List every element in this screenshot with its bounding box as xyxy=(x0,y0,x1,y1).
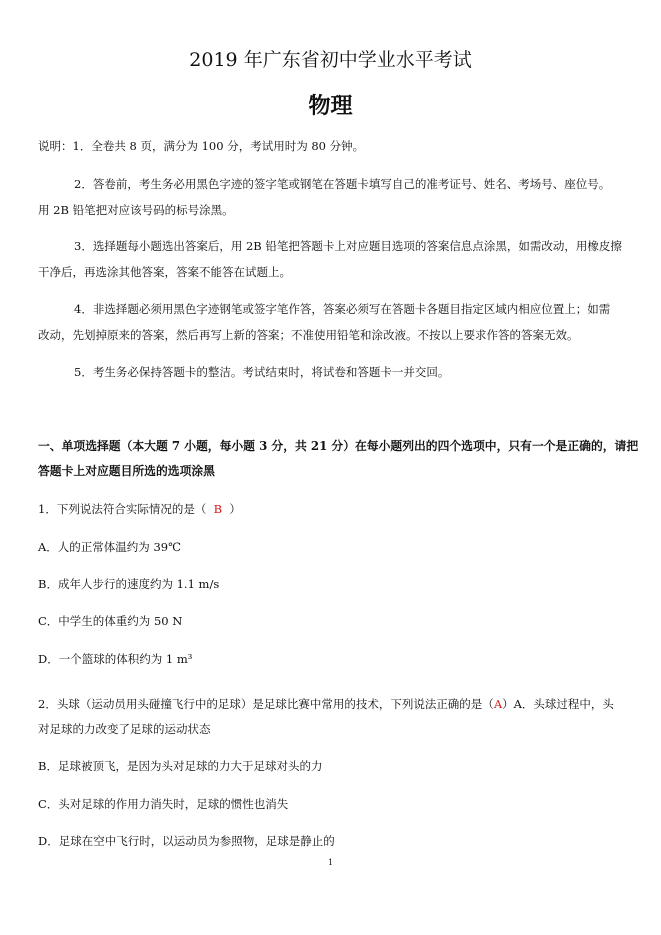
instruction-2-line-1: 2．答卷前，考生务必用黑色字迹的签字笔或钢笔在答题卡填写自己的准考证号、姓名、考场号、座位号。 xyxy=(74,177,611,191)
question-2-stem-rest: ）A．头球过程中，头 xyxy=(502,697,614,711)
instruction-2-line-2: 用 2B 铅笔把对应该号码的标号涂黑。 xyxy=(38,203,234,217)
question-2-stem-line-2: 对足球的力改变了足球的运动状态 xyxy=(38,722,211,736)
instruction-4-line-1: 4．非选择题必须用黑色字迹钢笔或签字笔作答，答案必须写在答题卡各题目指定区域内相应位置上；如需 xyxy=(74,302,611,316)
question-1-option-b: B．成年人步行的速度约为 1.1 m/s xyxy=(38,577,220,591)
question-1-stem-close: ） xyxy=(229,502,241,516)
instruction-1: 说明：1．全卷共 8 页，满分为 100 分，考试用时为 80 分钟。 xyxy=(38,139,365,153)
section-1-heading-line-1: 一、单项选择题（本大题 7 小题，每小题 3 分，共 21 分）在每小题列出的四个选项中，只有一个是正确的，请把 xyxy=(38,439,639,453)
section-1-heading-line-2: 答题卡上对应题目所选的选项涂黑 xyxy=(38,464,215,478)
question-2-stem-line-1 xyxy=(38,697,614,711)
question-2-option-b: B．足球被顶飞，是因为头对足球的力大于足球对头的力 xyxy=(38,759,323,773)
question-2-stem-text: 2．头球（运动员用头碰撞飞行中的足球）是足球比赛中常用的技术，下列说法正确的是（ xyxy=(38,697,494,711)
exam-subject: 物理 xyxy=(308,93,353,119)
question-2-option-c: C．头对足球的作用力消失时，足球的惯性也消失 xyxy=(38,797,289,811)
question-2-answer: A xyxy=(493,697,503,711)
instruction-3-line-1: 3．选择题每小题选出答案后，用 2B 铅笔把答题卡上对应题目选项的答案信息点涂黑，如需改动，用橡皮擦 xyxy=(74,239,622,253)
instruction-3-line-2: 干净后，再选涂其他答案，答案不能答在试题上。 xyxy=(38,265,291,279)
instruction-4-line-2: 改动，先划掉原来的答案，然后再写上新的答案；不准使用铅笔和涂改液。不按以上要求作答的答案无效。 xyxy=(38,328,579,342)
question-1-option-d: D．一个篮球的体积约为 1 m³ xyxy=(38,652,193,666)
question-1-stem-text: 1．下列说法符合实际情况的是（ xyxy=(38,502,207,516)
page-number: 1 xyxy=(327,858,334,867)
question-1-option-a: A．人的正常体温约为 39℃ xyxy=(38,540,181,554)
question-2-option-d: D．足球在空中飞行时，以运动员为参照物，足球是静止的 xyxy=(38,834,335,848)
exam-title: 2019 年广东省初中学业水平考试 xyxy=(189,49,472,71)
question-1-option-c: C．中学生的体重约为 50 N xyxy=(38,614,183,628)
question-1-stem xyxy=(38,502,241,516)
instruction-5: 5．考生务必保持答题卡的整洁。考试结束时，将试卷和答题卡一并交回。 xyxy=(74,365,450,379)
question-1-answer: B xyxy=(213,502,223,516)
